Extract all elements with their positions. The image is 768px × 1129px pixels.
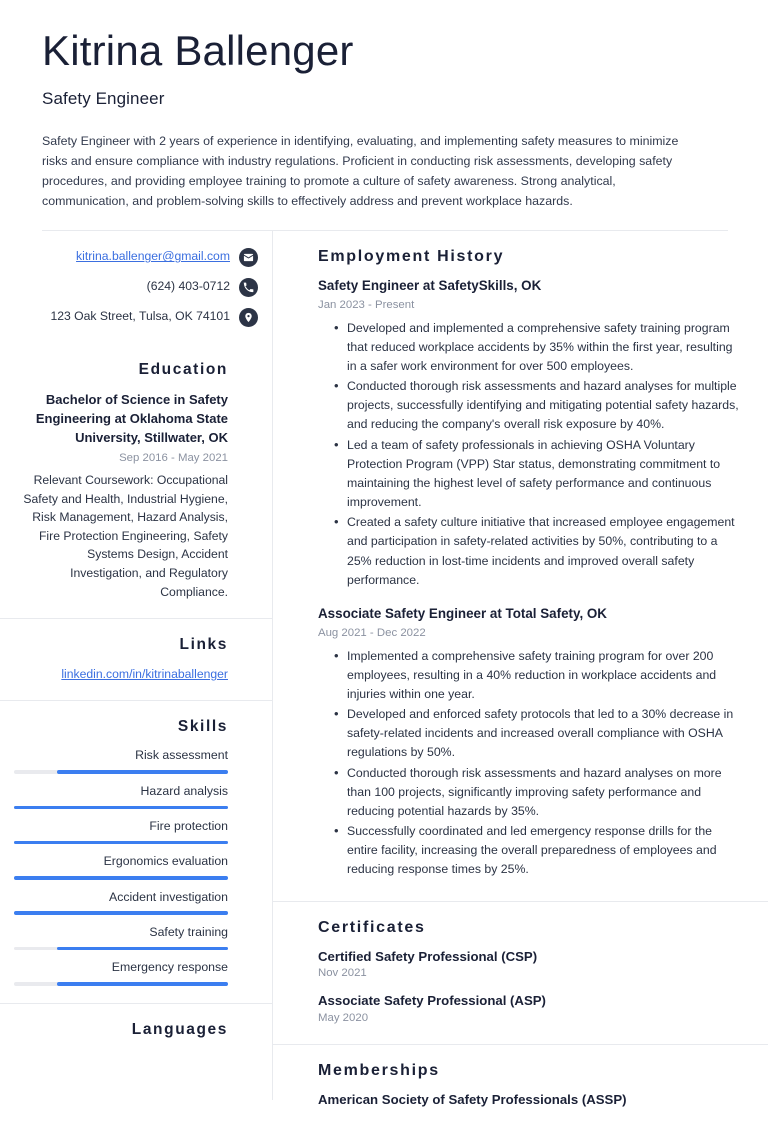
sidebar [0,231,273,1100]
main-column [273,231,768,1129]
skill-item [14,889,228,915]
skill-level-bar [14,982,228,986]
contact-block [0,231,272,344]
education-degree: Bachelor of Science in Safety Engineering at Oklahoma State University, Stillwater, OK [35,391,228,446]
memberships-title: Memberships [318,1062,440,1080]
certificate-name: Associate Safety Professional (ASP) [318,993,546,1009]
professional-summary: Safety Engineer with 2 years of experience in identifying, evaluating, and implementing safety measures to minimize risks and ensure compliance with industry regulations. Proficient in conducting risk assessments, developing safety procedures, and providing employee training to promote a culture of safety awareness. Strong analytical, communication, and problem-solving skills to effectively address and prevent workplace hazards. [42,133,679,208]
skill-name: Risk assessment [135,748,228,763]
bullet-item: • Developed and enforced safety protocols that led to a 30% decrease in safety-related incidents and increased overall compliance with OSHA regulations by 50%. [334,705,744,763]
education-title: Education [138,360,228,378]
section-certificates [273,901,768,1045]
membership-name: American Society of Safety Professionals (ASSP) [318,1092,627,1108]
employment-bullets [318,647,744,880]
skill-level-fill [57,982,228,986]
skill-level-bar [14,947,228,951]
link-item[interactable]: linkedin.com/in/kitrinaballenger [61,667,228,682]
skill-level-bar [14,841,228,845]
section-memberships [273,1044,768,1129]
location-pin-icon [239,308,258,327]
skills-title: Skills [177,718,228,736]
job-title: Safety Engineer [42,88,165,108]
skill-name: Ergonomics evaluation [103,854,228,869]
skill-level-fill [14,841,228,845]
skill-level-fill [57,947,228,951]
skill-level-bar [14,876,228,880]
skill-item [14,959,228,985]
sidebar-section-education [0,344,272,618]
bullet-item: • Successfully coordinated and led emergency response drills for the entire facility, increasing the overall preparedness of employees and reducing response times by 25%. [334,822,744,880]
employment-entry [318,277,744,590]
languages-title: Languages [131,1020,228,1038]
employment-bullets [318,319,744,590]
skill-item [14,783,228,809]
skill-level-fill [14,876,228,880]
bullet-item: • Implemented a comprehensive safety training program for over 200 employees, resulting in a 40% reduction in workplace accidents and injuries within one year. [334,647,744,705]
phone-icon [239,278,258,297]
contact-row-phone[interactable] [14,278,258,297]
sidebar-section-skills [0,700,272,1002]
skill-name: Fire protection [149,819,228,833]
education-description: Relevant Coursework: Occupational Safety and Health, Industrial Hygiene, Risk Management, Hazard Analysis, Fire Protection Engineering, Safety Systems Design, Accident Investigation, and Regulatory Compliance. [23,473,228,599]
email-icon [239,248,258,267]
bullet-item: • Conducted thorough risk assessments and hazard analyses on more than 100 projects, significantly improving safety performance and reducing potential hazards by 35%. [334,764,744,822]
skill-name: Hazard analysis [140,783,228,798]
skill-name: Accident investigation [109,889,228,904]
bullet-item: • Created a safety culture initiative that increased employee engagement and participation in safety-related activities by 50%, contributing to a 25% reduction in lost-time incidents and improved overall safety performance. [334,513,744,590]
memberships-list [318,1091,744,1109]
skill-level-bar [14,911,228,915]
education-dates: Sep 2016 - May 2021 [119,452,228,465]
skill-level-bar [14,806,228,810]
bullet-item: • Led a team of safety professionals in achieving OSHA Voluntary Protection Program (VPP) Star status, demonstrating commitment to maintaining the highest level of safety performance and continuous improvement. [334,436,744,513]
section-employment-history [273,231,768,901]
bullet-item: • Developed and implemented a comprehensive safety training program that reduced workplace accidents by 35% within the first year, resulting in a safer work environment for over 500 employees. [334,319,744,377]
contact-row-email[interactable] [14,248,258,267]
certificate-date: May 2020 [318,1012,369,1025]
page-title: Kitrina Ballenger [42,27,354,74]
certificate-name: Certified Safety Professional (CSP) [318,948,538,964]
skill-item [14,818,228,844]
skill-name: Safety training [149,924,228,939]
skill-level-fill [14,806,228,810]
employment-title: Employment History [318,247,505,265]
employment-entry [318,605,744,880]
skill-level-fill [57,770,228,774]
skill-level-bar [14,770,228,774]
skills-list [14,747,228,985]
skill-item [14,924,228,950]
employment-dates: Jan 2023 - Present [318,299,415,312]
employment-list [318,277,744,880]
skill-name: Emergency response [111,960,228,975]
bullet-item: • Conducted thorough risk assessments and hazard analyses for multiple projects, successfully identifying and mitigating potential safety hazards, and reducing the company's overall risk exposure by 40%. [334,377,744,435]
email-value[interactable]: kitrina.ballenger@gmail.com [76,249,230,264]
resume-body [0,231,768,1129]
phone-value: (624) 403-0712 [146,279,230,294]
certificates-list [318,948,744,1025]
links-title: Links [179,636,228,654]
skill-item [14,747,228,773]
employment-dates: Aug 2021 - Dec 2022 [318,627,426,640]
certificate-item [318,948,744,980]
certificates-title: Certificates [318,918,426,936]
resume-header [0,0,768,231]
contact-row-address [14,308,258,327]
sidebar-section-links [0,618,272,700]
certificate-date: Nov 2021 [318,967,367,980]
skill-level-fill [14,911,228,915]
certificate-item [318,992,744,1024]
skill-item [14,853,228,879]
sidebar-section-languages [0,1003,272,1067]
address-value: 123 Oak Street, Tulsa, OK 74101 [50,309,230,324]
employment-heading: Associate Safety Engineer at Total Safety, OK [318,605,607,621]
employment-heading: Safety Engineer at SafetySkills, OK [318,277,542,293]
